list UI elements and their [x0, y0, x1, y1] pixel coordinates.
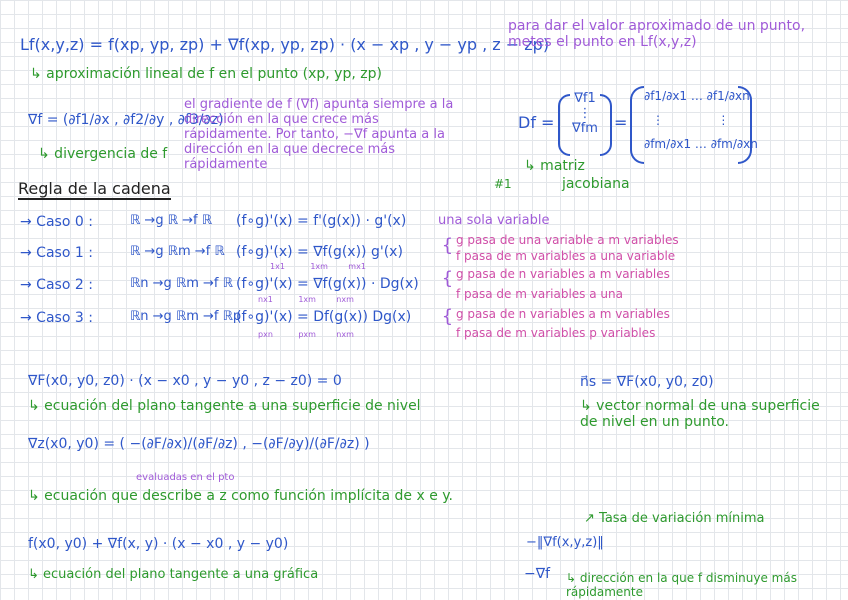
- jacobian-left-paren-2: [630, 86, 644, 164]
- case-map: ℝn →g ℝm →f ℝ: [130, 276, 233, 291]
- min-rate-label: ↗ Tasa de variación mínima: [584, 511, 765, 526]
- case-desc-2: f pasa de m variables p variables: [456, 326, 656, 340]
- case-brace: {: [442, 235, 453, 256]
- linear-approx-formula: Lf(x,y,z) = f(xp, yp, zp) + ∇f(xp, yp, zp) · (x − xp , y − yp , z − zp): [20, 35, 550, 54]
- case-map: ℝ →g ℝm →f ℝ: [130, 244, 225, 259]
- jacobian-label: ↳ matriz: [524, 158, 585, 174]
- gradient-explanation: el gradiente de f (∇f) apunta siempre a la dirección en la que crece más rápidamente. Por tanto, −∇f apunta a la dirección en la que decrece más rápidamente: [184, 97, 454, 172]
- case-formula: (f∘g)'(x) = Df(g(x)) Dg(x): [236, 309, 412, 325]
- case-name: → Caso 3 :: [20, 310, 93, 326]
- case-dims: nx1 1xm nxm: [258, 295, 354, 304]
- jacobian-right-paren-1: [600, 94, 612, 156]
- case-name: → Caso 1 :: [20, 245, 93, 261]
- jacobian-label-2: jacobiana: [562, 176, 630, 192]
- jacobian-row-2: ⋮ ⋮: [652, 113, 730, 127]
- case-map: ℝ →g ℝ →f ℝ: [130, 213, 213, 228]
- case-desc-2: f pasa de m variables a una: [456, 287, 623, 301]
- normal-vector-description: ↳ vector normal de una superficie de nivel en un punto.: [580, 398, 820, 431]
- case-desc-1: g pasa de una variable a m variables: [456, 233, 679, 247]
- case-map: ℝn →g ℝm →f ℝp: [130, 309, 242, 324]
- normal-vector-formula: n⃗s = ∇F(x0, y0, z0): [580, 374, 714, 390]
- linear-approx-description: ↳ aproximación lineal de f en el punto (xp, yp, zp): [30, 66, 382, 82]
- chain-rule-title: Regla de la cadena: [18, 180, 171, 200]
- graph-tangent-description: ↳ ecuación del plano tangente a una gráfica: [28, 567, 319, 582]
- case-desc-2: f pasa de m variables a una variable: [456, 249, 676, 263]
- gradient-description: ↳ divergencia de f: [38, 146, 168, 162]
- implicit-formula: ∇z(x0, y0) = ( −(∂F/∂x)/(∂F/∂z) , −(∂F/∂y)/(∂F/∂z) ): [28, 436, 370, 452]
- case-formula: (f∘g)'(x) = f'(g(x)) · g'(x): [236, 213, 407, 229]
- implicit-description: ↳ ecuación que describe a z como función implícita de x e y.: [28, 488, 454, 504]
- jacobian-row-3: ∂fm/∂x1 … ∂fm/∂xn: [644, 137, 758, 151]
- jacobian-row-1: ∂f1/∂x1 … ∂f1/∂xn: [644, 89, 750, 103]
- tangent-plane-formula: ∇F(x0, y0, z0) · (x − x0 , y − y0 , z − z0) = 0: [28, 373, 342, 389]
- case-dims: pxn pxm nxm: [258, 330, 354, 339]
- neg-gradient: −∇f: [524, 566, 551, 582]
- case-name: → Caso 0 :: [20, 214, 93, 230]
- jacobian-right-paren-2: [738, 86, 752, 164]
- graph-tangent-formula: f(x0, y0) + ∇f(x, y) · (x − x0 , y − y0): [28, 536, 289, 552]
- jacobian-lhs: Df =: [518, 113, 555, 132]
- case-dims: 1x1 1xm mx1: [270, 262, 366, 271]
- case-name: → Caso 2 :: [20, 277, 93, 293]
- case-formula: (f∘g)'(x) = ∇f(g(x)) · Dg(x): [236, 276, 419, 292]
- case-brace: {: [442, 306, 453, 327]
- jacobian-gradient-column: ∇f1 ⋮ ∇fm: [572, 91, 598, 136]
- jacobian-marker: #1: [494, 177, 512, 191]
- implicit-note: evaluadas en el pto: [136, 472, 235, 483]
- case-desc-1: g pasa de n variables a m variables: [456, 267, 670, 281]
- gradient-formula: ∇f = (∂f1/∂x , ∂f2/∂y , ∂f3/∂z): [28, 112, 224, 128]
- min-rate-norm: −‖∇f(x,y,z)‖: [526, 535, 604, 550]
- neg-gradient-description: ↳ dirección en la que f disminuye más rápidamente: [566, 571, 797, 599]
- approx-note: para dar el valor aproximado de un punto, metes el punto en Lf(x,y,z): [508, 18, 806, 51]
- case-formula: (f∘g)'(x) = ∇f(g(x)) g'(x): [236, 244, 403, 260]
- jacobian-equals: =: [614, 113, 628, 132]
- tangent-plane-description: ↳ ecuación del plano tangente a una superficie de nivel: [28, 398, 421, 414]
- case-desc-1: g pasa de n variables a m variables: [456, 307, 670, 321]
- case-desc-1: una sola variable: [438, 213, 550, 228]
- case-brace: {: [442, 268, 453, 289]
